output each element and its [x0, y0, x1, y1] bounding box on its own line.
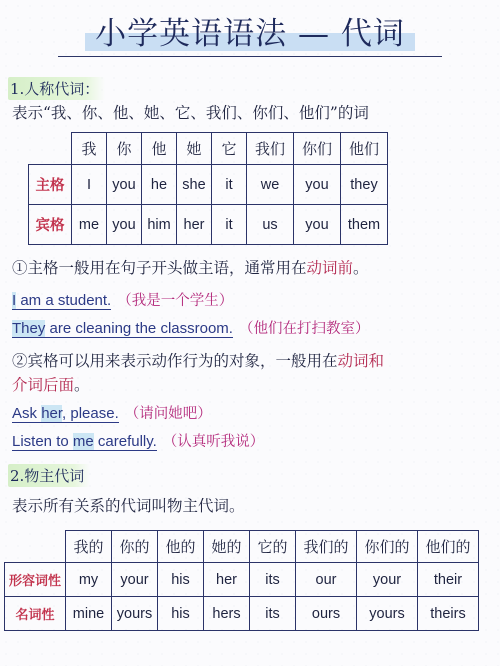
- table-cell: its: [250, 563, 296, 597]
- header-cell: 她的: [204, 531, 250, 563]
- example-translation: （他们在打扫教室）: [238, 321, 370, 337]
- note-end: 。: [353, 259, 369, 277]
- header-cell: 我: [72, 133, 107, 165]
- note-text: ①主格一般用在句子开头做主语，通常用在: [12, 259, 307, 277]
- row-label-nominative: 主格: [29, 165, 72, 205]
- table-cell: his: [158, 563, 204, 597]
- table-cell: she: [177, 165, 212, 205]
- table-cell: his: [158, 597, 204, 631]
- example-pre: Ask: [12, 405, 42, 422]
- header-cell: 我们的: [296, 531, 357, 563]
- header-cell: 你们的: [357, 531, 418, 563]
- header-cell: 他的: [158, 531, 204, 563]
- table-cell: our: [296, 563, 357, 597]
- header-cell: 它: [212, 133, 247, 165]
- section-heading-possessive-pronouns: 2.物主代词: [8, 464, 90, 487]
- note-nominative: [12, 256, 369, 278]
- header-cell: 你们: [294, 133, 341, 165]
- example-pronoun: me: [72, 433, 94, 450]
- table-cell: I: [72, 165, 107, 205]
- personal-pronoun-table: [28, 132, 388, 245]
- table-cell: hers: [204, 597, 250, 631]
- example-sentence-3: [12, 402, 212, 423]
- table-cell: mine: [66, 597, 112, 631]
- table-cell: her: [204, 563, 250, 597]
- table-cell: we: [247, 165, 294, 205]
- section-heading-personal-pronouns: 1.人称代词：: [8, 77, 105, 100]
- row-label-nominal: 名词性: [5, 597, 66, 631]
- table-cell: her: [177, 205, 212, 245]
- note-end: 。: [74, 376, 90, 394]
- table-cell: their: [418, 563, 479, 597]
- table-cell: he: [142, 165, 177, 205]
- header-cell: 你: [107, 133, 142, 165]
- example-post: am a student.: [16, 292, 112, 309]
- possessive-pronoun-table: [4, 530, 479, 631]
- table-cell: your: [112, 563, 158, 597]
- header-cell: 你的: [112, 531, 158, 563]
- header-cell: 她: [177, 133, 212, 165]
- example-english: [12, 292, 111, 310]
- header-cell: 我的: [66, 531, 112, 563]
- table-cell: you: [294, 205, 341, 245]
- note-text: ②宾格可以用来表示动作行为的对象，一般用在: [12, 352, 338, 370]
- example-english: [12, 405, 119, 423]
- title-rule: [58, 56, 442, 57]
- example-translation: （认真听我说）: [162, 434, 265, 450]
- table-cell: you: [107, 205, 142, 245]
- example-english: [12, 320, 233, 338]
- note-objective-line2: [12, 373, 90, 395]
- example-sentence-1: [12, 289, 233, 310]
- example-pronoun: I: [12, 292, 17, 309]
- example-pronoun: They: [12, 320, 46, 337]
- table-cell: its: [250, 597, 296, 631]
- table-cell: yours: [357, 597, 418, 631]
- table-corner: [29, 133, 72, 165]
- table-cell: them: [341, 205, 388, 245]
- example-translation: （我是一个学生）: [117, 293, 234, 309]
- header-cell: 他们的: [418, 531, 479, 563]
- table-corner: [5, 531, 66, 563]
- table-cell: yours: [112, 597, 158, 631]
- table-cell: ours: [296, 597, 357, 631]
- example-pre: Listen to: [12, 433, 73, 450]
- table-cell: my: [66, 563, 112, 597]
- table-cell: us: [247, 205, 294, 245]
- header-cell: 它的: [250, 531, 296, 563]
- note-highlight: 动词前: [306, 259, 354, 277]
- row-label-objective: 宾格: [29, 205, 72, 245]
- example-post: are cleaning the classroom.: [45, 320, 233, 337]
- table-cell: me: [72, 205, 107, 245]
- table-cell: theirs: [418, 597, 479, 631]
- row-label-adjectival: 形容词性: [5, 563, 66, 597]
- page-title: 小学英语语法 — 代词: [85, 6, 415, 55]
- title-wrap: [0, 6, 500, 55]
- table-cell: your: [357, 563, 418, 597]
- example-english: [12, 433, 157, 451]
- example-translation: （请问她吧）: [124, 406, 212, 422]
- note-highlight: 动词和: [337, 352, 385, 370]
- example-sentence-2: [12, 317, 369, 338]
- example-sentence-4: [12, 430, 264, 451]
- section-intro-personal: 表示“我、你、他、她、它、我们、你们、他们”的词: [12, 104, 369, 122]
- table-cell: him: [142, 205, 177, 245]
- example-post: carefully.: [93, 433, 157, 450]
- note-highlight: 介词后面: [12, 376, 75, 394]
- table-cell: it: [212, 165, 247, 205]
- example-post: , please.: [62, 405, 119, 422]
- header-cell: 我们: [247, 133, 294, 165]
- table-cell: you: [294, 165, 341, 205]
- header-cell: 他们: [341, 133, 388, 165]
- table-cell: they: [341, 165, 388, 205]
- note-objective-line1: [12, 349, 384, 371]
- example-pronoun: her: [41, 405, 63, 422]
- table-cell: it: [212, 205, 247, 245]
- section-intro-possessive: 表示所有关系的代词叫物主代词。: [12, 497, 245, 515]
- table-cell: you: [107, 165, 142, 205]
- header-cell: 他: [142, 133, 177, 165]
